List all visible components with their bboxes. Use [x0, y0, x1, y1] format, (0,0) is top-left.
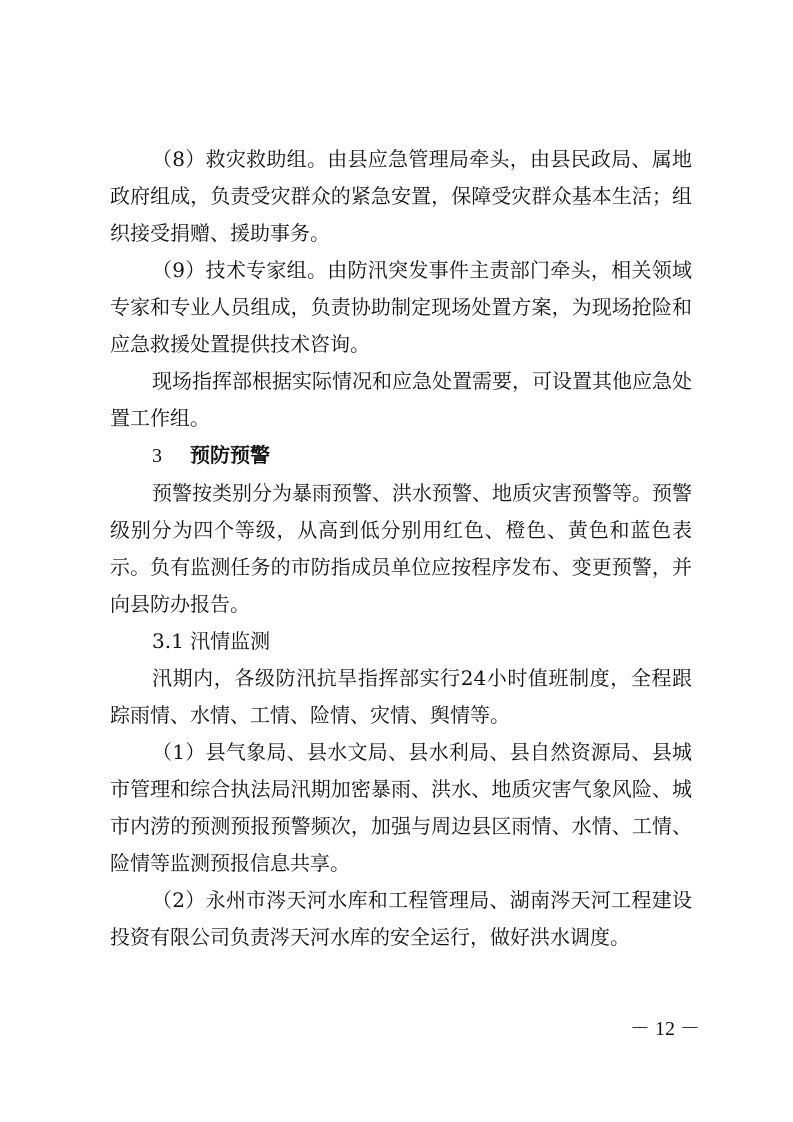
paragraph-technical-expert-group: （9）技术专家组。由防汛突发事件主责部门牵头，相关领域专家和专业人员组成，负责协助制定现场处置方案，为现场抢险和应急救援处置提供技术咨询。: [110, 258, 692, 356]
section-heading-prevention-warning: [110, 437, 692, 475]
paragraph-monitoring-item-2: （2）永州市涔天河水库和工程管理局、湖南涔天河工程建设投资有限公司负责涔天河水库的安全运行，做好洪水调度。: [110, 888, 692, 949]
paragraph-warning-levels: 预警按类别分为暴雨预警、洪水预警、地质灾害预警等。预警级别分为四个等级，从高到低分别用红色、橙色、黄色和蓝色表示。负有监测任务的市防指成员单位应按程序发布、变更预警，并向县防办报告。: [110, 481, 692, 616]
page-body: [110, 141, 692, 956]
section-title: 预防预警: [190, 443, 270, 467]
paragraph-disaster-relief-group: （8）救灾救助组。由县应急管理局牵头，由县民政局、属地政府组成，负责受灾群众的紧急安置，保障受灾群众基本生活；组织接受捐赠、援助事务。: [110, 147, 692, 245]
paragraph-other-work-groups: 现场指挥部根据实际情况和应急处置需要，可设置其他应急处置工作组。: [110, 369, 692, 430]
paragraph-monitoring-item-1: （1）县气象局、县水文局、县水利局、县自然资源局、县城市管理和综合执法局汛期加密暴雨、洪水、地质灾害气象风险、城市内涝的预测预报预警频次，加强与周边县区雨情、水情、工情、险情等监测预报信息共享。: [110, 740, 692, 875]
section-number: 3: [152, 445, 162, 467]
page-number: － 12 －: [630, 1018, 700, 1040]
subsection-heading-flood-monitoring: 3.1 汛情监测: [152, 629, 271, 653]
paragraph-flood-season-duty: 汛期内，各级防汛抗旱指挥部实行24小时值班制度，全程跟踪雨情、水情、工情、险情、灾情、舆情等。: [110, 666, 692, 727]
